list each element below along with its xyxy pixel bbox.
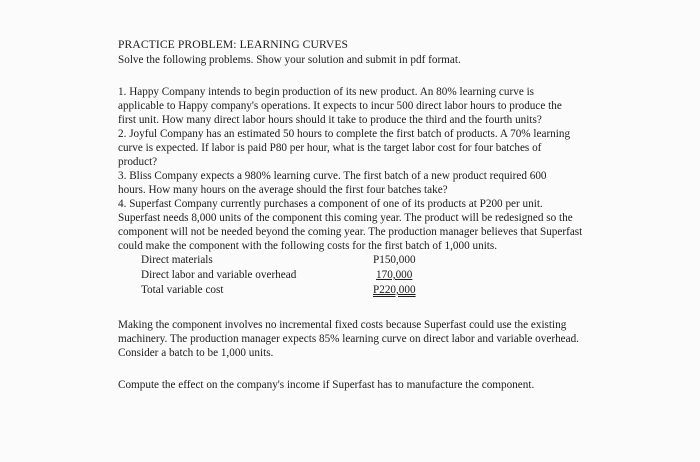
paragraph-line: machinery. The production manager expects 85% learning curve on direct labor and variable overhead. [118, 333, 579, 345]
paragraph-line: Consider a batch to be 1,000 units. [118, 347, 274, 359]
cost-value: 170,000 [376, 269, 413, 281]
problem-line: applicable to Happy company's operations. It expects to incur 500 direct labor hours to produce the [118, 100, 562, 112]
problem-line: component will not be needed beyond the coming year. The production manager believes that Superfast [118, 226, 583, 238]
cost-label: Direct labor and variable overhead [141, 269, 297, 281]
document-title: PRACTICE PROBLEM: LEARNING CURVES [118, 38, 349, 51]
problem-line: Superfast needs 8,000 units of the component this coming year. The product will be redesigned so the [118, 212, 573, 224]
problem-line: first unit. How many direct labor hours should it take to produce the third and the fourth units? [118, 114, 542, 126]
problem-4 [118, 197, 598, 253]
context-paragraph [118, 318, 598, 360]
cost-row [141, 283, 441, 298]
cost-label: Total variable cost [141, 284, 224, 296]
cost-row [141, 268, 441, 283]
cost-table [141, 253, 441, 298]
problem-2 [118, 127, 598, 169]
problem-line: 3. Bliss Company expects a 980% learning curve. The first batch of a new product required 600 [118, 170, 547, 182]
problem-line: 1. Happy Company intends to begin production of its new product. An 80% learning curve is [118, 86, 535, 98]
instructions: Solve the following problems. Show your solution and submit in pdf format. [118, 54, 461, 66]
paragraph-line: Making the component involves no incremental fixed costs because Superfast could use the existing [118, 319, 567, 331]
cost-value: P220,000 [373, 284, 416, 296]
problem-line: curve is expected. If labor is paid P80 per hour, what is the target labor cost for four batches of [118, 142, 542, 154]
problem-line: hours. How many hours on the average should the first four batches take? [118, 184, 448, 196]
problem-line: 2. Joyful Company has an estimated 50 hours to complete the first batch of products. A 70% learning [118, 128, 571, 140]
problem-1 [118, 85, 598, 127]
problem-line: could make the component with the following costs for the first batch of 1,000 units. [118, 240, 498, 252]
cost-label: Direct materials [141, 254, 213, 266]
cost-row [141, 253, 441, 268]
final-question: Compute the effect on the company's income if Superfast has to manufacture the component. [118, 379, 535, 391]
problem-3 [118, 169, 598, 197]
problem-line: product? [118, 156, 158, 168]
problem-line: 4. Superfast Company currently purchases a component of one of its products at P200 per unit. [118, 198, 543, 210]
cost-value: P150,000 [373, 254, 416, 266]
problem-list [118, 85, 598, 253]
document-page [118, 38, 598, 392]
